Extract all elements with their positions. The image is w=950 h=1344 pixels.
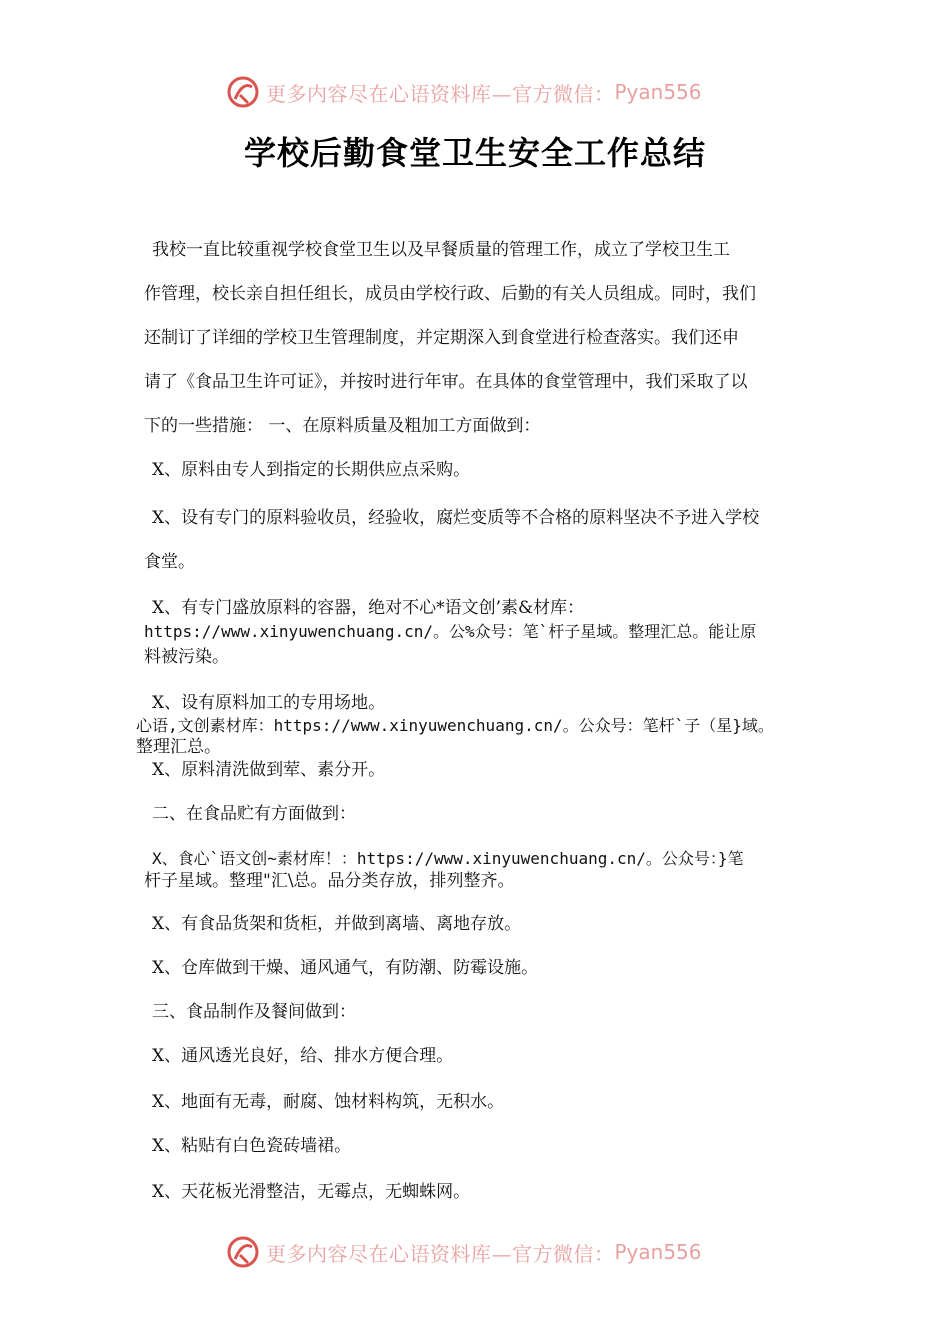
header-banner <box>226 72 702 112</box>
banner-text: 更多内容尽在心语资料库—官方微信： <box>266 1241 615 1266</box>
body-line: X、原料由专人到指定的长期供应点采购。 <box>152 460 471 480</box>
body-line: X、通风透光良好，给、排水方便合理。 <box>152 1046 454 1066</box>
banner-wechat-id: Pyan556 <box>614 1240 702 1264</box>
body-line: X、设有原料加工的专用场地。 <box>152 693 386 713</box>
banner-text: 更多内容尽在心语资料库—官方微信： <box>266 81 615 106</box>
body-line: X、仓库做到干燥、通风通气，有防潮、防霉设施。 <box>152 958 539 978</box>
body-line: X、设有专门的原料验收员，经验收，腐烂变质等不合格的原料坚决不予进入学校 <box>152 508 760 528</box>
body-line: X、原料清洗做到荤、素分开。 <box>152 760 386 780</box>
body-line: 我校一直比较重视学校食堂卫生以及早餐质量的管理工作，成立了学校卫生工 <box>152 240 730 260</box>
banner-wechat-id: Pyan556 <box>614 80 702 104</box>
brand-logo-icon <box>226 1235 260 1269</box>
body-line: X、有食品货架和货柜，并做到离墙、离地存放。 <box>152 914 522 934</box>
body-line: https://www.xinyuwenchuang.cn/。公%众号：笔`杆子星域。整理汇总。能让原 <box>144 622 757 641</box>
body-line: 心语,文创素材库：https://www.xinyuwenchuang.cn/。公众号：笔杆`子（星}域。 <box>136 716 774 735</box>
body-line: 料被污染。 <box>144 647 229 667</box>
body-line: 下的一些措施： 一、在原料质量及粗加工方面做到： <box>144 416 541 436</box>
body-line: X、粘贴有白色瓷砖墙裙。 <box>152 1136 352 1156</box>
page-title: 学校后勤食堂卫生安全工作总结 <box>243 134 706 172</box>
body-line: 整理汇总。 <box>136 737 221 757</box>
body-line: 请了《食品卫生许可证》，并按时进行年审。在具体的食堂管理中，我们采取了以 <box>144 372 748 392</box>
body-line: 作管理，校长亲自担任组长，成员由学校行政、后勤的有关人员组成。同时，我们 <box>144 284 756 304</box>
body-line: 食堂。 <box>144 552 195 572</box>
section-heading: 二、在食品贮有方面做到： <box>152 804 356 824</box>
brand-logo-icon <box>226 75 260 109</box>
body-line: X、天花板光滑整洁，无霉点，无蜘蛛网。 <box>152 1182 471 1202</box>
body-line: X、食心`语文创~素材库！：https://www.xinyuwenchuang.cn/。公众号：}笔 <box>152 849 744 868</box>
body-line: X、有专门盛放原料的容器，绝对不心*语文创’素&材库： <box>152 598 585 618</box>
body-line: X、地面有无毒，耐腐、蚀材料构筑，无积水。 <box>152 1092 505 1112</box>
body-line: 还制订了详细的学校卫生管理制度，并定期深入到食堂进行检查落实。我们还申 <box>144 328 739 348</box>
body-line: 杆子星域。整理"汇\总。品分类存放，排列整齐。 <box>144 871 515 891</box>
footer-banner <box>226 1232 702 1272</box>
section-heading: 三、食品制作及餐间做到： <box>152 1002 356 1022</box>
